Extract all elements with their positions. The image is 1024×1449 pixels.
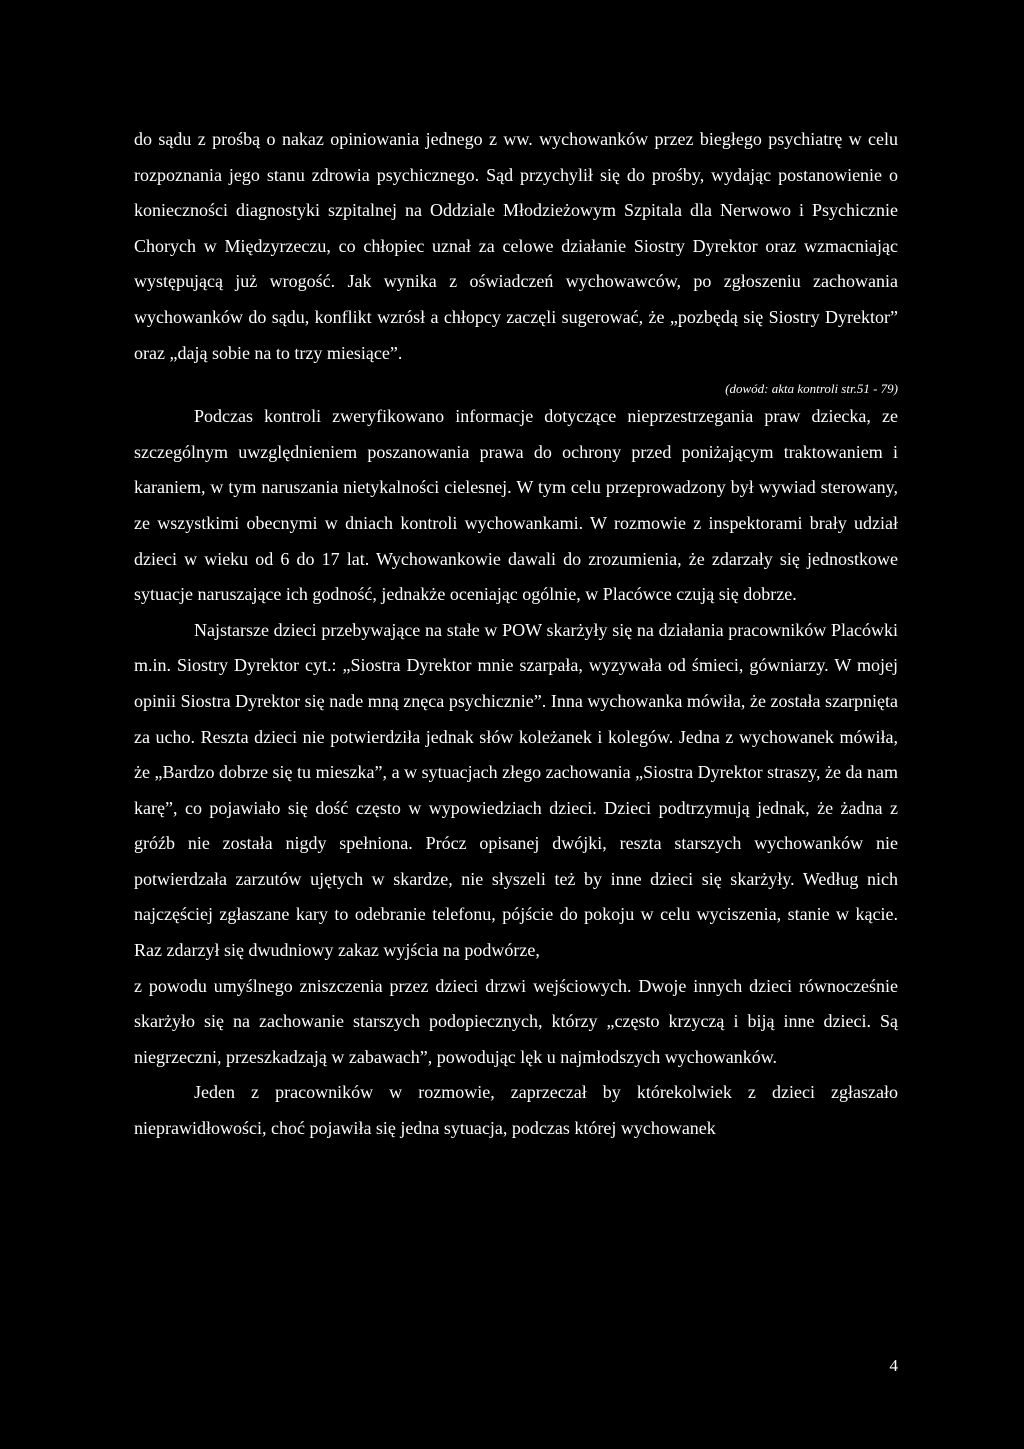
page-number: 4 xyxy=(889,1356,898,1375)
evidence-note: (dowód: akta kontroli str.51 - 79) xyxy=(725,381,898,397)
paragraph-complaints: Najstarsze dzieci przebywające na stałe w POW skarżyły się na działania pracowników Placówki m.in. Siostry Dyrektor cyt.: „Siostra Dyrektor mnie szarpała, wyzywała od śmieci, gówniarzy. W mojej opinii Siostra Dyrektor się nade mną znęca psychicznie”. Inna wychowanka mówiła, że została szarpnięta za ucho. Reszta dzieci nie potwierdziła jednak słów koleżanek i kolegów. Jedna z wychowanek mówiła, że „Bardzo dobrze się tu mieszka”, a w sytuacjach złego zachowania „Siostra Dyrektor straszy, że da nam karę”, co pojawiało się dość często w wypowiedziach dzieci. Dzieci podtrzymują jednak, że żadna z gróźb nie została nigdy spełniona. Prócz opisanej dwójki, reszta starszych wychowanków nie potwierdzała zarzutów ujętych w skardze, nie słyszeli też by inne dzieci się skarżyły. Według nich najczęściej zgłaszane kary to odebranie telefonu, pójście do pokoju w celu wyciszenia, stanie w kącie. Raz zdarzył się dwudniowy zakaz wyjścia na podwórze, xyxy=(134,619,898,961)
paragraph-inspection: Podczas kontroli zweryfikowano informacje dotyczące nieprzestrzegania praw dziecka, ze szczególnym uwzględnieniem poszanowania prawa do ochrony przed poniżającym traktowaniem i karaniem, w tym naruszania nietykalności cielesnej. W tym celu przeprowadzony był wywiad sterowany, ze wszystkimi obecnymi w dniach kontroli wychowankami. W rozmowie z inspektorami brały udział dzieci w wieku od 6 do 17 lat. Wychowankowie dawali do zrozumienia, że zdarzały się jednostkowe sytuacje naruszające ich godność, jednakże oceniając ogólnie, w Placówce czują się dobrze. xyxy=(134,406,898,605)
paragraph-door-incident: z powodu umyślnego zniszczenia przez dzieci drzwi wejściowych. Dwoje innych dzieci równocześnie skarżyło się na zachowanie starszych podopiecznych, którzy „często krzyczą i biją inne dzieci. Są niegrzeczni, przeszkadzają w zabawach”, powodując lęk u najmłodszych wychowanków. xyxy=(134,975,898,1067)
paragraph-staff-interview: Jeden z pracowników w rozmowie, zaprzeczał by którekolwiek z dzieci zgłaszało nieprawidłowości, choć pojawiła się jedna sytuacja, podczas której wychowanek xyxy=(134,1082,898,1139)
paragraph-court-request: do sądu z prośbą o nakaz opiniowania jednego z ww. wychowanków przez biegłego psychiatrę w celu rozpoznania jego stanu zdrowia psychicznego. Sąd przychylił się do prośby, wydając postanowienie o konieczności diagnostyki szpitalnej na Oddziale Młodzieżowym Szpitala dla Nerwowo i Psychicznie Chorych w Międzyrzeczu, co chłopiec uznał za celowe działanie Siostry Dyrektor oraz wzmacniając występującą już wrogość. Jak wynika z oświadczeń wychowawców, po zgłoszeniu zachowania wychowanków do sądu, konflikt wzrósł a chłopcy zaczęli sugerować, że „pozbędą się Siostry Dyrektor” oraz „dają sobie na to trzy miesiące”. xyxy=(134,129,898,363)
document-body xyxy=(134,122,898,1147)
